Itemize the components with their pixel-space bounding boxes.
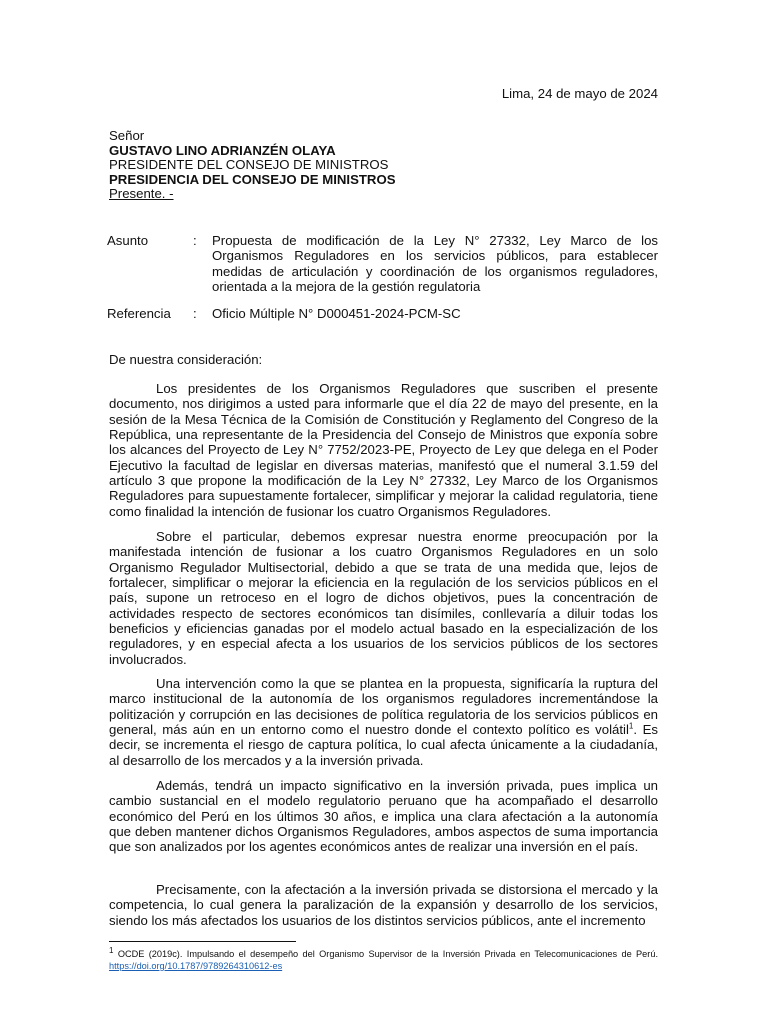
asunto-value: Propuesta de modificación de la Ley N° 27332, Ley Marco de los Organismos Reguladores en los servicios públicos, para establecer medidas de articulación y coordinación de los organismos reguladores, orientada a la mejora de la gestión regulatoria (212, 233, 658, 294)
addressee-block (109, 129, 396, 202)
addressee-name: GUSTAVO LINO ADRIANZÉN OLAYA (109, 142, 336, 158)
asunto-label: Asunto (107, 233, 149, 248)
footnote-divider (109, 941, 296, 942)
footnote-reference[interactable]: 1 (628, 721, 634, 731)
addressee-institution: PRESIDENCIA DEL CONSEJO DE MINISTROS (109, 171, 396, 187)
referencia-value: Oficio Múltiple N° D000451-2024-PCM-SC (212, 306, 461, 321)
addressee-position: PRESIDENTE DEL CONSEJO DE MINISTROS (109, 157, 389, 173)
paragraph-3 (109, 676, 658, 768)
greeting: De nuestra consideración: (109, 352, 263, 367)
referencia-label: Referencia (107, 306, 171, 321)
paragraph-3-text-b: . Es decir, se incrementa el riesgo de captura política, lo cual afecta únicamente a la ciudadanía, al desarrollo de los mercados y a la inversión privada. (109, 722, 658, 768)
paragraph-1: Los presidentes de los Organismos Reguladores que suscriben el presente documento, nos dirigimos a usted para informarle que el día 22 de mayo del presente, en la sesión de la Mesa Técnica de la Comisión de Constitución y Reglamento del Congreso de la República, una representante de la Presidencia del Consejo de Ministros que exponía sobre los alcances del Proyecto de Ley N° 7752/2023-PE, Proyecto de Ley que delega en el Poder Ejecutivo la facultad de legislar en diversas materias, manifestó que el numeral 3.1.59 del artículo 3 que propone la modificación de la Ley N° 27332, Ley Marco de los Organismos Reguladores para supuestamente fortalecer, simplificar y mejorar la calidad regulatoria, tiene como finalidad la intención de fusionar los cuatro Organismos Reguladores. (109, 381, 658, 519)
asunto-colon: : (193, 233, 197, 248)
footnote-text: OCDE (2019c). Impulsando el desempeño del Organismo Supervisor de la Inversión Privada en Telecomunicaciones de Perú. (113, 949, 658, 959)
footnote (109, 945, 658, 972)
referencia-colon: : (193, 306, 197, 321)
paragraph-3-text-a: Una intervención como la que se plantea en la propuesta, significaría la ruptura del marco institucional de la autonomía de los organismos reguladores incrementándose la politización y corrupción en las decisiones de política regulatoria de los servicios públicos en general, más aún en un entorno como el nuestro donde el contexto político es volátil (109, 676, 658, 738)
footnote-marker: 1 (109, 945, 114, 955)
letter-date: Lima, 24 de mayo de 2024 (501, 86, 658, 101)
footnote-doi-link[interactable]: https://doi.org/10.1787/9789264310612-es (109, 961, 283, 971)
paragraph-5: Precisamente, con la afectación a la inversión privada se distorsiona el mercado y la competencia, lo cual genera la paralización de la expansión y desarrollo de los servicios, siendo los más afectados los usuarios de los distintos servicios públicos, ante el incremento (109, 882, 658, 928)
salutation: Señor (109, 128, 145, 143)
paragraph-2: Sobre el particular, debemos expresar nuestra enorme preocupación por la manifestada intención de fusionar a los cuatro Organismos Reguladores en un solo Organismo Regulador Multisectorial, debido a que se trata de una medida que, lejos de fortalecer, simplificar o mejorar la eficiencia en la regulación de los servicios públicos en el país, supone un retroceso en el logro de dichos objetivos, pues la concentración de actividades respecto de sectores económicos tan disímiles, conllevaría a diluir todas los beneficios y eficiencias ganadas por el modelo actual basado en la especialización de los reguladores, y en especial afecta a los usuarios de los servicios públicos de los sectores involucrados. (109, 529, 658, 667)
paragraph-4: Además, tendrá un impacto significativo en la inversión privada, pues implica un cambio sustancial en el modelo regulatorio peruano que ha acompañado el desarrollo económico del Perú en los últimos 30 años, e implica una clara afectación a la autonomía que deben mantener dichos Organismos Reguladores, ambos aspectos de suma importancia que son analizados por los agentes económicos antes de realizar una inversión en el país. (109, 778, 658, 855)
presente-label: Presente. - (109, 186, 174, 202)
